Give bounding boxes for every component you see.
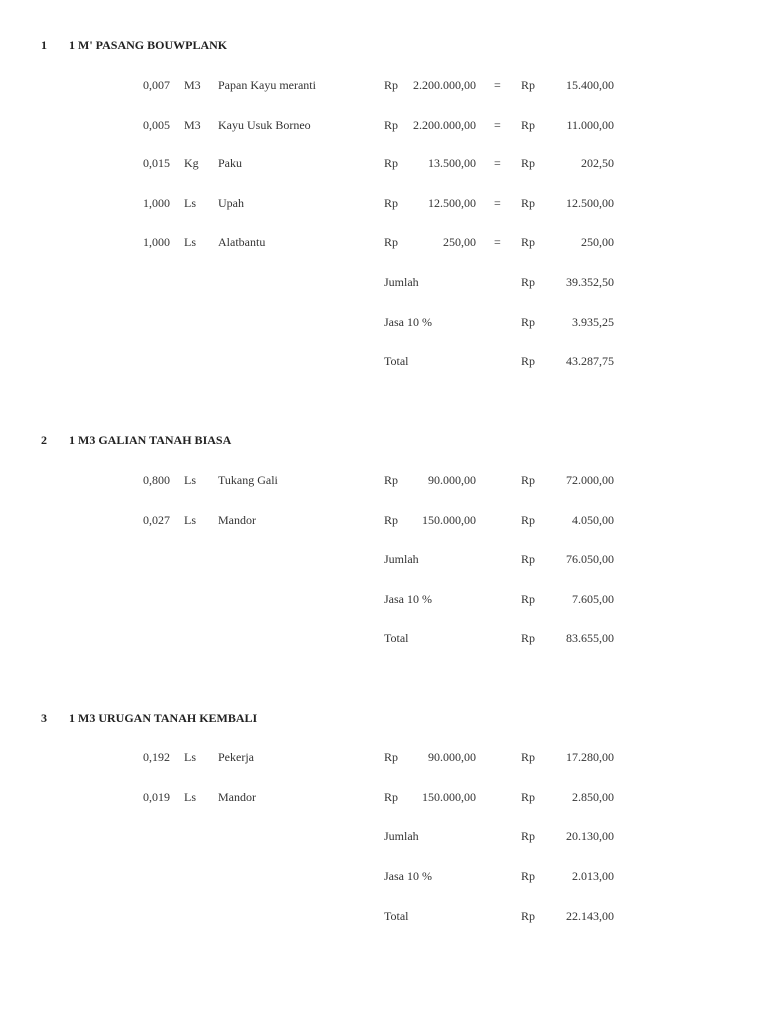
item-equals: =: [494, 118, 501, 132]
item-total: 4.050,00: [572, 513, 614, 527]
item-price: 90.000,00: [428, 473, 476, 487]
item-row: [0, 195, 768, 211]
item-qty: 1,000: [143, 196, 170, 210]
item-qty: 0,015: [143, 156, 170, 170]
item-unit: Ls: [184, 790, 196, 804]
item-price-currency: Rp: [384, 156, 399, 170]
item-desc: Tukang Gali: [218, 473, 278, 487]
item-total-currency: Rp: [521, 196, 536, 210]
summary-value: 3.935,25: [572, 315, 614, 329]
item-price: 250,00: [443, 235, 476, 249]
summary-currency: Rp: [521, 315, 536, 329]
item-qty: 0,005: [143, 118, 170, 132]
item-unit: Ls: [184, 235, 196, 249]
summary-value: 22.143,00: [566, 909, 614, 923]
summary-label: Jumlah: [384, 829, 419, 843]
item-total-currency: Rp: [521, 118, 536, 132]
item-price: 2.200.000,00: [413, 78, 476, 92]
item-unit: Ls: [184, 473, 196, 487]
section-name: 1 M' PASANG BOUWPLANK: [69, 38, 228, 52]
item-desc: Upah: [218, 196, 244, 210]
summary-row: [0, 868, 768, 884]
item-total: 11.000,00: [566, 118, 614, 132]
summary-currency: Rp: [521, 869, 536, 883]
item-qty: 0,800: [143, 473, 170, 487]
section-number: 3: [41, 711, 47, 725]
summary-currency: Rp: [521, 354, 536, 368]
summary-label: Total: [384, 631, 409, 645]
item-price: 150.000,00: [422, 513, 476, 527]
item-equals: =: [494, 235, 501, 249]
summary-row: [0, 908, 768, 924]
item-total-currency: Rp: [521, 78, 536, 92]
item-price: 12.500,00: [428, 196, 476, 210]
item-unit: Kg: [184, 156, 199, 170]
summary-row: [0, 353, 768, 369]
item-total-currency: Rp: [521, 156, 536, 170]
summary-currency: Rp: [521, 631, 536, 645]
item-desc: Mandor: [218, 790, 256, 804]
item-total-currency: Rp: [521, 790, 536, 804]
summary-row: [0, 828, 768, 844]
section-name: 1 M3 URUGAN TANAH KEMBALI: [69, 711, 258, 725]
summary-value: 83.655,00: [566, 631, 614, 645]
item-price-currency: Rp: [384, 196, 399, 210]
item-row: [0, 749, 768, 765]
summary-label: Jasa 10 %: [384, 592, 432, 606]
item-price-currency: Rp: [384, 513, 399, 527]
summary-label: Jumlah: [384, 275, 419, 289]
item-price-currency: Rp: [384, 78, 399, 92]
item-total: 2.850,00: [572, 790, 614, 804]
summary-row: [0, 630, 768, 646]
item-price-currency: Rp: [384, 118, 399, 132]
item-unit: Ls: [184, 750, 196, 764]
item-total: 12.500,00: [566, 196, 614, 210]
summary-currency: Rp: [521, 592, 536, 606]
summary-value: 43.287,75: [566, 354, 614, 368]
item-price: 90.000,00: [428, 750, 476, 764]
item-price-currency: Rp: [384, 473, 399, 487]
summary-value: 7.605,00: [572, 592, 614, 606]
summary-value: 20.130,00: [566, 829, 614, 843]
summary-label: Total: [384, 909, 409, 923]
item-unit: M3: [184, 78, 201, 92]
item-unit: Ls: [184, 196, 196, 210]
summary-label: Total: [384, 354, 409, 368]
item-total-currency: Rp: [521, 513, 536, 527]
item-price-currency: Rp: [384, 750, 399, 764]
item-row: [0, 789, 768, 805]
summary-label: Jasa 10 %: [384, 869, 432, 883]
summary-row: [0, 551, 768, 567]
item-total-currency: Rp: [521, 750, 536, 764]
summary-currency: Rp: [521, 829, 536, 843]
item-row: [0, 234, 768, 250]
item-qty: 1,000: [143, 235, 170, 249]
item-price-currency: Rp: [384, 235, 399, 249]
item-equals: =: [494, 196, 501, 210]
item-total-currency: Rp: [521, 235, 536, 249]
summary-value: 39.352,50: [566, 275, 614, 289]
item-price: 150.000,00: [422, 790, 476, 804]
item-price: 2.200.000,00: [413, 118, 476, 132]
item-desc: Pekerja: [218, 750, 254, 764]
item-total: 72.000,00: [566, 473, 614, 487]
item-row: [0, 472, 768, 488]
section-number: 2: [41, 433, 47, 447]
summary-currency: Rp: [521, 552, 536, 566]
item-total: 15.400,00: [566, 78, 614, 92]
summary-currency: Rp: [521, 909, 536, 923]
item-qty: 0,007: [143, 78, 170, 92]
item-equals: =: [494, 156, 501, 170]
section-name: 1 M3 GALIAN TANAH BIASA: [69, 433, 232, 447]
summary-row: [0, 314, 768, 330]
summary-value: 2.013,00: [572, 869, 614, 883]
item-desc: Papan Kayu meranti: [218, 78, 316, 92]
item-unit: M3: [184, 118, 201, 132]
section-number: 1: [41, 38, 47, 52]
item-qty: 0,027: [143, 513, 170, 527]
item-qty: 0,192: [143, 750, 170, 764]
summary-row: [0, 274, 768, 290]
item-row: [0, 117, 768, 133]
item-total: 202,50: [581, 156, 614, 170]
summary-row: [0, 591, 768, 607]
item-desc: Paku: [218, 156, 242, 170]
item-row: [0, 155, 768, 171]
item-equals: =: [494, 78, 501, 92]
item-desc: Mandor: [218, 513, 256, 527]
item-desc: Alatbantu: [218, 235, 266, 249]
item-total: 17.280,00: [566, 750, 614, 764]
summary-label: Jasa 10 %: [384, 315, 432, 329]
item-desc: Kayu Usuk Borneo: [218, 118, 311, 132]
item-row: [0, 77, 768, 93]
item-row: [0, 512, 768, 528]
summary-currency: Rp: [521, 275, 536, 289]
item-price-currency: Rp: [384, 790, 399, 804]
summary-label: Jumlah: [384, 552, 419, 566]
item-total: 250,00: [581, 235, 614, 249]
item-price: 13.500,00: [428, 156, 476, 170]
summary-value: 76.050,00: [566, 552, 614, 566]
item-unit: Ls: [184, 513, 196, 527]
item-qty: 0,019: [143, 790, 170, 804]
item-total-currency: Rp: [521, 473, 536, 487]
